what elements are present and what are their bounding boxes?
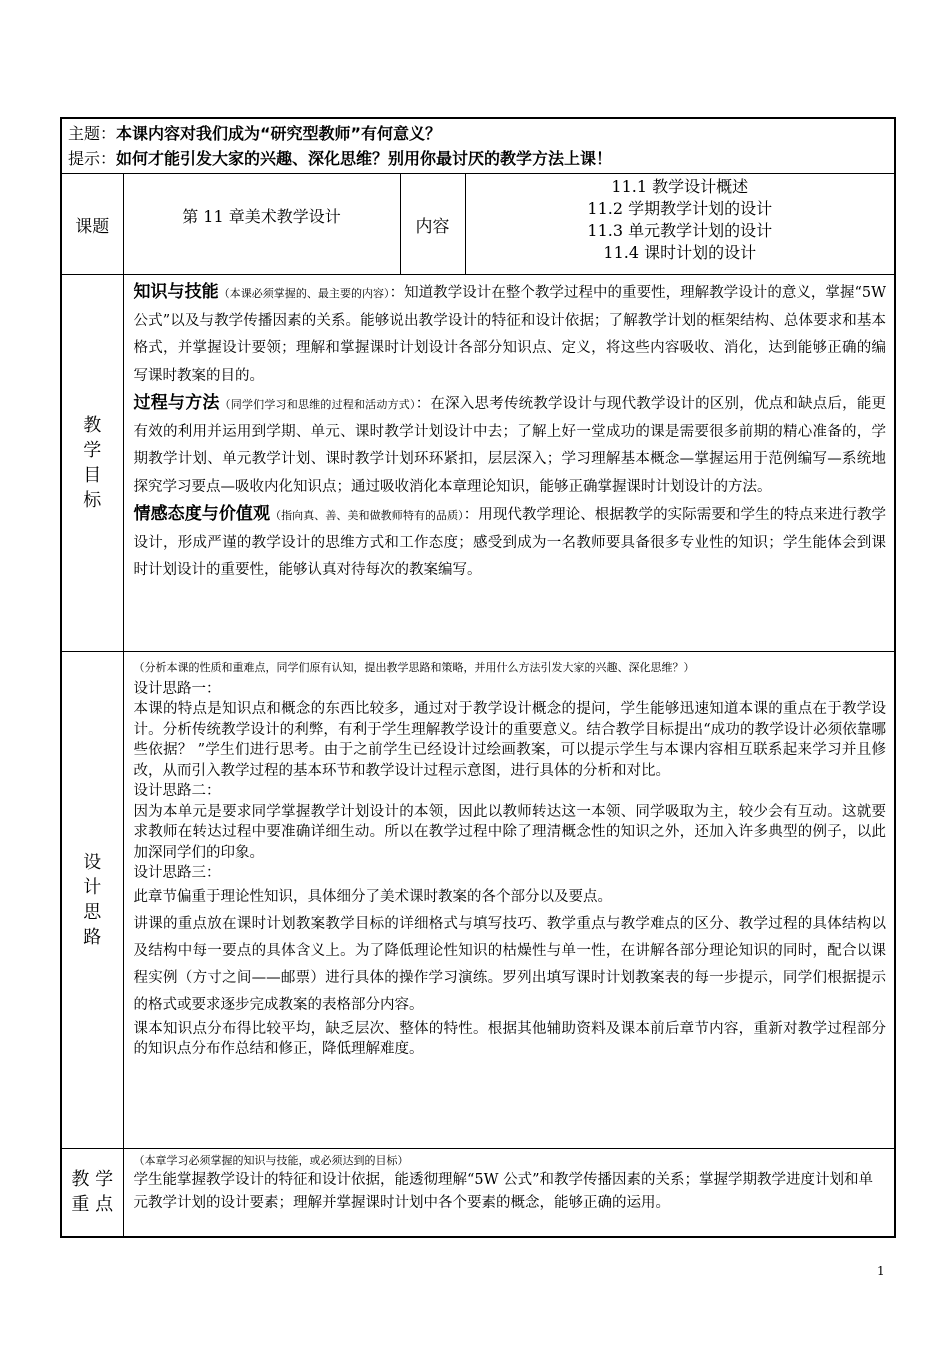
objectives-label: 教 学 目 标 xyxy=(61,275,123,652)
topic-title: 第 11 章美术教学设计 xyxy=(123,174,400,275)
process-paragraph xyxy=(134,390,887,501)
process-heading: 过程与方法 xyxy=(133,393,220,413)
key-points-content xyxy=(123,1149,895,1237)
design-label: 设 计 思 路 xyxy=(61,652,123,1149)
content-item: 11.4 课时计划的设计 xyxy=(603,243,757,262)
theme-text: 本课内容对我们成为“研究型教师”有何意义？ xyxy=(116,124,442,143)
knowledge-heading: 知识与技能 xyxy=(133,282,219,302)
emotion-heading: 情感态度与价值观 xyxy=(133,504,271,524)
idea3-title: 设计思路三： xyxy=(133,865,221,881)
objectives-content xyxy=(123,275,895,652)
objectives-row xyxy=(61,275,895,652)
key-points-text: 学生能掌握教学设计的特征和设计依据，能透彻理解“5W 公式”和教学传播因素的关系；掌握学期教学进度计划和单元教学计划的设计要素；理解并掌握课时计划中各个要素的概念，能够正确的运用。 xyxy=(133,1172,874,1211)
page-number: 1 xyxy=(877,1264,885,1278)
emotion-note: （指向真、善、美和做教师特有的品质） xyxy=(270,509,464,522)
content-item: 11.2 学期教学计划的设计 xyxy=(587,199,773,218)
idea3-paragraph-1: 此章节偏重于理论性知识，具体细分了美术课时教案的各个部分以及要点。 xyxy=(133,888,612,905)
idea1-title: 设计思路一： xyxy=(133,680,221,697)
emotion-paragraph xyxy=(134,501,887,585)
idea1-text: 本课的特点是知识点和概念的东西比较多，通过对于教学设计概念的提问，学生能够迅速知道本课的重点在于教学设计。分析传统教学设计的利弊，有利于学生理解教学设计的重要意义。结合教学目标提出“成功的教学设计必须依靠哪些依据？ ”学生们进行思考。由于之前学生已经设计过绘画教案，可以提示学生与本课内容相互联系起来学习并且修改，从而引入教学过程的基本环节和教学设计过程示意图，进行具体的分析和对比。 xyxy=(133,701,887,779)
knowledge-note: （本课必须掌握的、最主要的内容） xyxy=(218,287,390,300)
idea2-title: 设计思路二： xyxy=(133,783,221,799)
hint-text: 如何才能引发大家的兴趣、深化思维？别用你最讨厌的教学方法上课！ xyxy=(116,149,613,168)
theme-cell xyxy=(61,118,895,174)
knowledge-paragraph xyxy=(134,279,887,390)
idea3-paragraph-2: 讲课的重点放在课时计划教案教学目标的详细格式与填写技巧、教学重点与教学难点的区分、教学过程的具体结构以及结构中每一要点的具体含义上。为了降低理论性知识的枯燥性与单一性，在讲解各部分理论知识的同时，配合以课程实例（方寸之间——邮票）进行具体的操作学习演练。罗列出填写课时计划教案表的每一步提示，同学们根据提示的格式或要求逐步完成教案的表格部分内容。 xyxy=(133,915,887,1013)
topic-label: 课题 xyxy=(61,174,123,275)
content-label: 内容 xyxy=(400,174,465,275)
process-note: （同学们学习和思维的过程和活动方式） xyxy=(219,398,416,411)
idea3-paragraph-3: 课本知识点分布得比较平均，缺乏层次、整体的特性。根据其他辅助资料及课本前后章节内容，重新对教学过程部分的知识点分布作总结和修正，降低理解难度。 xyxy=(133,1020,887,1057)
content-item: 11.3 单元教学计划的设计 xyxy=(587,221,773,240)
design-row xyxy=(61,652,895,1149)
theme-row xyxy=(61,118,895,174)
idea2-text: 因为本单元是要求同学掌握教学计划设计的本领，因此以教师转达这一本领、同学吸取为主，较少会有互动。这就要求教师在转达过程中要准确详细生动。所以在教学过程中除了理清概念性的知识之外，还加入许多典型的例子，以此加深同学们的印象。 xyxy=(133,803,887,861)
lesson-plan-table xyxy=(60,117,896,1238)
topic-row xyxy=(61,174,895,275)
design-note: （分析本课的性质和重难点，同学们原有认知，提出教学思路和策略，并用什么方法引发大家的兴趣、深化思维？） xyxy=(133,661,695,674)
content-list xyxy=(465,174,895,275)
theme-line xyxy=(68,121,890,146)
key-points-row xyxy=(61,1149,895,1237)
key-points-note: （本章学习必须掌握的知识与技能，或必须达到的目标） xyxy=(133,1154,409,1167)
theme-label: 主题： xyxy=(68,124,117,143)
hint-line xyxy=(68,146,890,171)
process-text: ：在深入思考传统教学设计与现代教学设计的区别，优点和缺点后，能更有效的利用并运用到学期、单元、课时教学计划设计中去；了解上好一堂成功的课是需要很多前期的精心准备的，学期教学计划、单元教学计划、课时教学计划环环紧扣，层层深入；学习理解基本概念—掌握运用于范例编写—系统地探究学习要点—吸收内化知识点；通过吸收消化本章理论知识，能够正确掌握课时计划设计的方法。 xyxy=(133,396,887,495)
emotion-text: ：用现代教学理论、根据教学的实际需要和学生的特点来进行教学设计，形成严谨的教学设计的思维方式和工作态度；感受到成为一名教师要具备很多专业性的知识；学生能体会到课时计划设计的重要性，能够认真对待每次的教案编写。 xyxy=(133,507,887,578)
design-content xyxy=(123,652,895,1149)
content-item: 11.1 教学设计概述 xyxy=(611,177,749,196)
knowledge-text: ：知道教学设计在整个教学过程中的重要性，理解教学设计的意义，掌握“5W 公式”以及与教学传播因素的关系。能够说出教学设计的特征和设计依据；了解教学计划的框架结构、总体要求和基本格式，并掌握设计要领；理解和掌握课时计划设计各部分知识点、定义，将这些内容吸收、消化，达到能够正确的编写课时教案的目的。 xyxy=(133,285,887,384)
hint-label: 提示： xyxy=(68,149,117,168)
key-points-label: 教 学 重 点 xyxy=(61,1149,123,1237)
